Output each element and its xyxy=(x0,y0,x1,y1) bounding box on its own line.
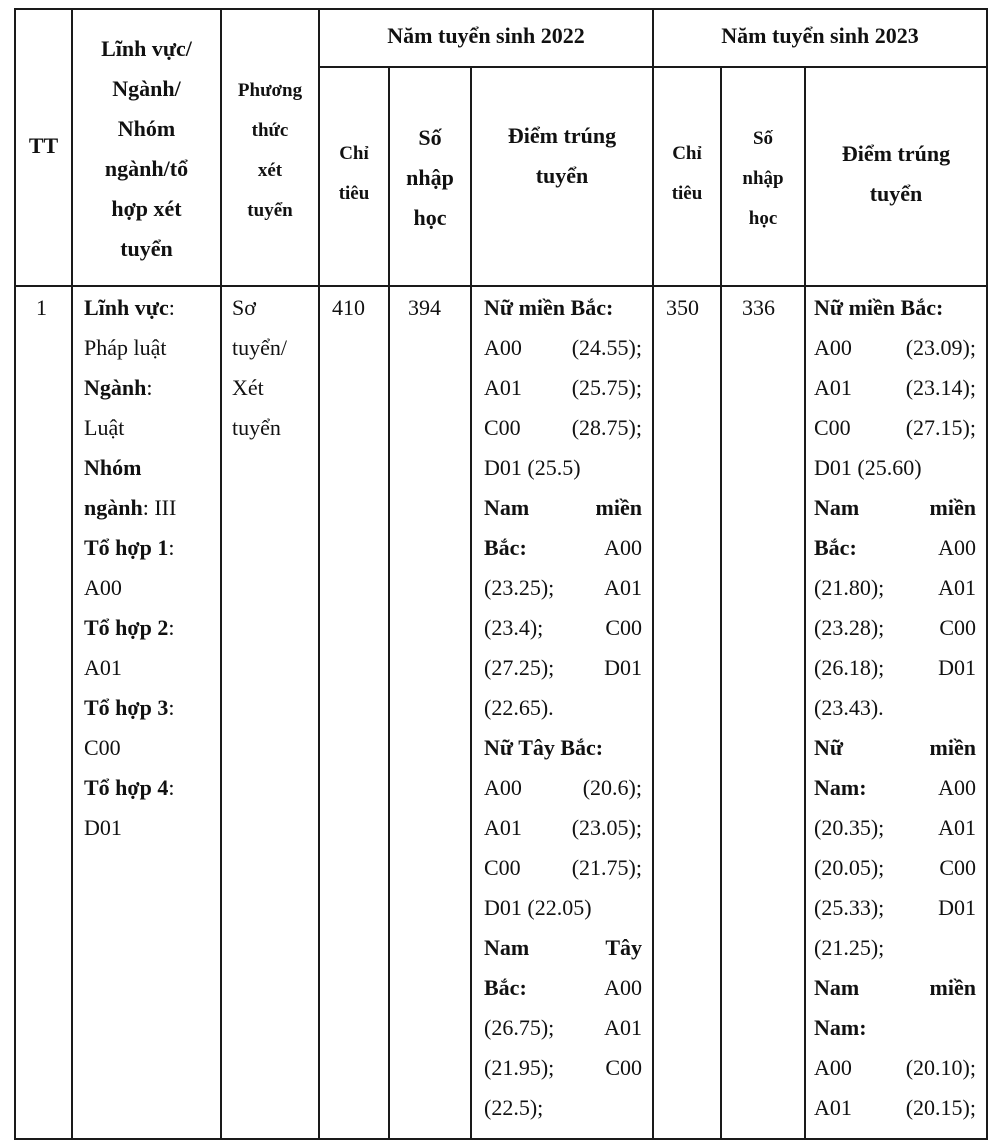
score-line xyxy=(814,728,976,768)
header-quota-line: Chỉ xyxy=(339,143,369,164)
field-line xyxy=(84,368,216,408)
score-left: (21.25); xyxy=(814,935,885,960)
field-line xyxy=(84,608,216,648)
method-line: Xét xyxy=(232,375,264,400)
score-left: (22.5); xyxy=(484,1095,544,1120)
score-left: Nữ miền Bắc: xyxy=(484,295,614,320)
score-line xyxy=(814,968,976,1008)
score-line xyxy=(484,528,642,568)
score-left: Bắc: xyxy=(484,535,527,560)
header-year-2023: Năm tuyển sinh 2023 xyxy=(721,23,919,48)
score-left: A00 xyxy=(814,335,852,360)
score-left: (23.28); xyxy=(814,615,885,640)
header-method-line: xét xyxy=(257,160,283,181)
header-field-line: hợp xét xyxy=(111,196,182,221)
score-left: Bắc: xyxy=(484,975,527,1000)
col-line xyxy=(14,8,16,1140)
score-right: (20.6); xyxy=(582,775,642,800)
field-line-text: A00 xyxy=(84,575,122,600)
header-score-2022 xyxy=(472,118,652,198)
score-line xyxy=(814,288,976,328)
header-field-line: Ngành/ xyxy=(112,76,181,101)
score-right: (23.09); xyxy=(905,335,976,360)
score-right: C00 xyxy=(939,855,976,880)
col-line xyxy=(804,66,806,1140)
header-method xyxy=(222,72,318,232)
score-line xyxy=(484,888,642,928)
score-left: A01 xyxy=(484,815,522,840)
score-left: (23.43). xyxy=(814,695,884,720)
header-score-2023 xyxy=(806,136,986,216)
header-quota-2023 xyxy=(654,140,720,220)
header-method-line: tuyển xyxy=(247,200,293,221)
score-line xyxy=(484,328,642,368)
col-line xyxy=(470,66,472,1140)
score-right: A00 xyxy=(604,535,642,560)
score-line xyxy=(814,1088,976,1128)
score-line xyxy=(484,488,642,528)
method-line: tuyển/ xyxy=(232,335,287,360)
score-right: A00 xyxy=(938,535,976,560)
score-line xyxy=(814,408,976,448)
score-right: D01 xyxy=(938,655,976,680)
score-right: (24.55); xyxy=(571,335,642,360)
header-field-line: Lĩnh vực/ xyxy=(101,36,192,61)
score-right: D01 xyxy=(604,655,642,680)
score-line xyxy=(484,648,642,688)
score-line xyxy=(814,368,976,408)
score-right: A01 xyxy=(938,815,976,840)
score-right: (27.15); xyxy=(905,415,976,440)
score-left: C00 xyxy=(484,855,521,880)
score-line xyxy=(484,608,642,648)
score-left: Nam: xyxy=(814,775,867,800)
scores-2023-cell xyxy=(814,288,976,1128)
score-line xyxy=(814,848,976,888)
score-right: A00 xyxy=(938,775,976,800)
header-score-line: Điểm trúng xyxy=(841,141,951,166)
field-line-suffix: : xyxy=(146,375,153,400)
score-left: Nữ Tây Bắc: xyxy=(484,735,604,760)
score-left: Nam xyxy=(484,935,530,960)
score-left: D01 (22.05) xyxy=(484,895,592,920)
field-line xyxy=(84,728,216,768)
score-line xyxy=(814,568,976,608)
header-enrolled-line: Số xyxy=(418,125,442,150)
method-line: Sơ xyxy=(232,295,256,320)
row-line xyxy=(318,66,988,68)
score-left: A00 xyxy=(484,335,522,360)
header-enrolled-line: học xyxy=(413,205,447,230)
header-method-line: Phương xyxy=(237,80,303,101)
field-cell xyxy=(84,288,216,848)
field-line xyxy=(84,688,216,728)
score-left: D01 (25.60) xyxy=(814,455,922,480)
field-line xyxy=(84,488,216,528)
header-quota-2022 xyxy=(320,140,388,220)
score-right: miền xyxy=(929,975,976,1000)
score-line xyxy=(814,648,976,688)
score-line xyxy=(814,688,976,728)
field-line xyxy=(84,568,216,608)
score-left: A00 xyxy=(484,775,522,800)
header-enrolled-line: Số xyxy=(752,128,774,149)
field-line-text: Pháp luật xyxy=(84,335,167,360)
header-score-line: tuyển xyxy=(535,163,589,188)
score-left: C00 xyxy=(484,415,521,440)
score-left: (20.05); xyxy=(814,855,885,880)
field-line-text: ngành xyxy=(84,495,143,520)
quota-2022: 410 xyxy=(332,295,365,320)
field-line-suffix: : xyxy=(168,695,175,720)
score-right: (25.75); xyxy=(571,375,642,400)
header-enrolled-line: học xyxy=(748,208,778,229)
row-line xyxy=(14,8,988,10)
field-line xyxy=(84,328,216,368)
header-score-line: tuyển xyxy=(869,181,923,206)
score-line xyxy=(484,928,642,968)
field-line xyxy=(84,288,216,328)
header-enrolled-line: nhập xyxy=(406,165,454,190)
score-left: Nam: xyxy=(814,1015,867,1040)
score-line xyxy=(484,1008,642,1048)
field-line xyxy=(84,808,216,848)
score-line xyxy=(814,448,976,488)
field-line xyxy=(84,448,216,488)
score-right: (23.05); xyxy=(571,815,642,840)
score-left: (21.95); xyxy=(484,1055,555,1080)
score-left: (27.25); xyxy=(484,655,555,680)
score-left: (20.35); xyxy=(814,815,885,840)
score-left: (21.80); xyxy=(814,575,885,600)
field-line xyxy=(84,528,216,568)
score-left: (22.65). xyxy=(484,695,554,720)
score-line xyxy=(484,808,642,848)
header-field xyxy=(73,30,220,270)
row-line xyxy=(14,285,988,287)
score-left: D01 (25.5) xyxy=(484,455,581,480)
score-left: Nữ miền Bắc: xyxy=(814,295,944,320)
score-line xyxy=(814,328,976,368)
score-left: A01 xyxy=(814,375,852,400)
score-right: miền xyxy=(595,495,642,520)
field-line-suffix: : xyxy=(168,535,175,560)
score-left: (25.33); xyxy=(814,895,885,920)
score-line xyxy=(814,1048,976,1088)
score-left: (26.75); xyxy=(484,1015,555,1040)
score-line xyxy=(484,288,642,328)
score-right: miền xyxy=(929,735,976,760)
score-left: (26.18); xyxy=(814,655,885,680)
score-right: C00 xyxy=(939,615,976,640)
score-line xyxy=(484,768,642,808)
field-line-text: D01 xyxy=(84,815,122,840)
score-line xyxy=(484,568,642,608)
score-line xyxy=(484,688,642,728)
method-line: tuyển xyxy=(232,415,281,440)
header-enrolled-2022 xyxy=(390,120,470,240)
score-right: (21.75); xyxy=(571,855,642,880)
field-line-suffix: : xyxy=(168,775,175,800)
score-line xyxy=(814,768,976,808)
field-line-text: Tổ hợp 3 xyxy=(84,695,169,720)
score-right: Tây xyxy=(605,935,642,960)
score-line xyxy=(484,368,642,408)
score-left: Bắc: xyxy=(814,535,857,560)
header-enrolled-line: nhập xyxy=(742,168,784,189)
score-right: (23.14); xyxy=(905,375,976,400)
field-line xyxy=(84,408,216,448)
score-line xyxy=(814,488,976,528)
score-line xyxy=(484,728,642,768)
header-year-2022: Năm tuyển sinh 2022 xyxy=(387,23,585,48)
score-right: C00 xyxy=(605,615,642,640)
score-line xyxy=(814,928,976,968)
score-right: (20.15); xyxy=(905,1095,976,1120)
field-line-text: Tổ hợp 4 xyxy=(84,775,169,800)
method-cell xyxy=(232,288,316,448)
header-tt: TT xyxy=(28,133,59,158)
field-line-text: Ngành xyxy=(84,375,147,400)
field-line-suffix: : xyxy=(168,615,175,640)
header-quota-line: tiêu xyxy=(338,183,370,204)
field-line-suffix: : III xyxy=(142,495,177,520)
score-line xyxy=(814,888,976,928)
field-line xyxy=(84,768,216,808)
field-line-text: C00 xyxy=(84,735,121,760)
score-line xyxy=(484,1048,642,1088)
score-left: Nữ xyxy=(814,735,844,760)
row-tt: 1 xyxy=(36,295,47,320)
score-line xyxy=(484,408,642,448)
score-right: miền xyxy=(929,495,976,520)
score-right: C00 xyxy=(605,1055,642,1080)
header-quota-line: Chỉ xyxy=(672,143,702,164)
field-line-suffix: : xyxy=(168,295,175,320)
score-line xyxy=(814,1008,976,1048)
scores-2022-cell xyxy=(484,288,642,1128)
score-left: A01 xyxy=(814,1095,852,1120)
score-left: Nam xyxy=(814,975,860,1000)
score-line xyxy=(484,968,642,1008)
header-field-line: ngành/tổ xyxy=(104,156,189,181)
enrolled-2023: 336 xyxy=(742,295,775,320)
score-left: C00 xyxy=(814,415,851,440)
score-left: A00 xyxy=(814,1055,852,1080)
score-left: (23.4); xyxy=(484,615,544,640)
header-field-line: tuyển xyxy=(120,236,173,261)
score-right: (28.75); xyxy=(571,415,642,440)
score-left: (23.25); xyxy=(484,575,555,600)
score-right: (20.10); xyxy=(905,1055,976,1080)
score-left: Nam xyxy=(814,495,860,520)
field-line-text: Tổ hợp 1 xyxy=(84,535,169,560)
col-line xyxy=(986,8,988,1140)
score-line xyxy=(484,848,642,888)
field-line xyxy=(84,648,216,688)
score-right: A01 xyxy=(938,575,976,600)
enrolled-2022: 394 xyxy=(408,295,441,320)
score-left: Nam xyxy=(484,495,530,520)
field-line-text: Tổ hợp 2 xyxy=(84,615,169,640)
field-line-text: A01 xyxy=(84,655,122,680)
score-right: A00 xyxy=(604,975,642,1000)
score-right: D01 xyxy=(938,895,976,920)
score-line xyxy=(484,1088,642,1128)
row-line xyxy=(14,1138,988,1140)
header-method-line: thức xyxy=(251,120,289,141)
field-line-text: Nhóm xyxy=(84,455,142,480)
score-line xyxy=(814,608,976,648)
score-line xyxy=(814,808,976,848)
header-enrolled-2023 xyxy=(722,122,804,242)
header-quota-line: tiêu xyxy=(671,183,703,204)
quota-2023: 350 xyxy=(666,295,699,320)
score-line xyxy=(814,528,976,568)
header-score-line: Điểm trúng xyxy=(507,123,617,148)
score-left: A01 xyxy=(484,375,522,400)
score-right: A01 xyxy=(604,1015,642,1040)
header-field-line: Nhóm xyxy=(117,116,176,141)
score-right: A01 xyxy=(604,575,642,600)
field-line-text: Lĩnh vực xyxy=(84,295,169,320)
field-line-text: Luật xyxy=(84,415,125,440)
score-line xyxy=(484,448,642,488)
